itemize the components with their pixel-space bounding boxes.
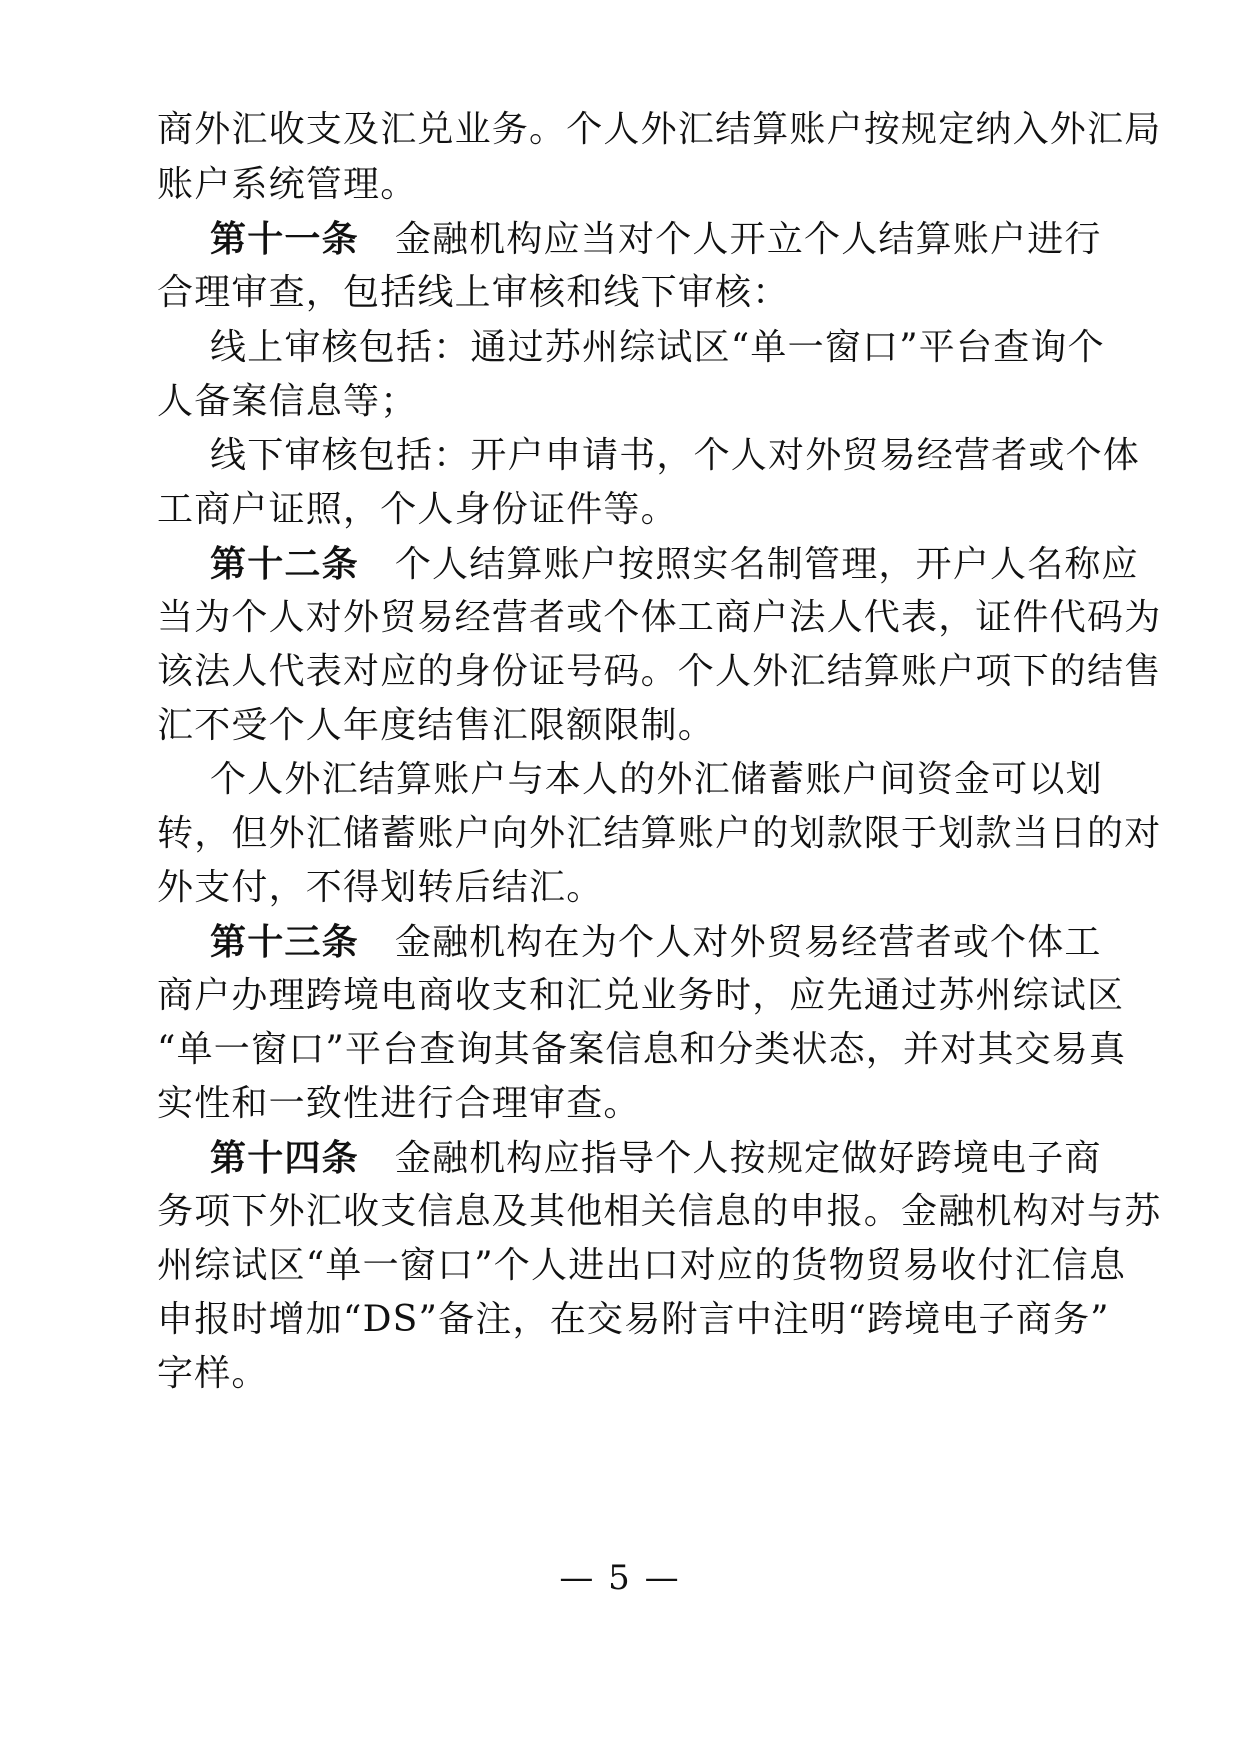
text-line [157, 1352, 269, 1396]
text-line [210, 758, 1103, 802]
line-text: 商户办理跨境电商收支和汇兑业务时，应先通过苏州综试区 [157, 975, 1125, 1016]
text-line [157, 812, 1161, 856]
text-line [157, 163, 417, 207]
text-line [157, 108, 1161, 152]
text-line [157, 271, 789, 315]
line-text: 实性和一致性进行合理审查。 [157, 1083, 641, 1124]
line-text: 外支付，不得划转后结汇。 [157, 867, 604, 908]
line-text: 账户系统管理。 [157, 164, 418, 205]
line-text: 个人结算账户按照实名制管理，开户人名称应 [394, 544, 1139, 585]
article-line [210, 920, 1102, 965]
text-line [157, 1082, 641, 1126]
page-number: — 5 — [559, 1558, 681, 1598]
text-line [157, 1298, 1110, 1342]
line-text: 州综试区“单一窗口”个人进出口对应的货物贸易收付汇信息 [157, 1245, 1127, 1286]
line-text: 金融机构在为个人对外贸易经营者或个体工 [394, 922, 1102, 963]
article-line [210, 542, 1139, 587]
text-line [210, 434, 1140, 478]
text-line [157, 1028, 1126, 1072]
line-text: 金融机构应当对个人开立个人结算账户进行 [394, 219, 1102, 260]
line-text: 当为个人对外贸易经营者或个体工商户法人代表，证件代码为 [157, 597, 1162, 638]
line-text: 申报时增加“DS”备注，在交易附言中注明“跨境电子商务” [157, 1299, 1110, 1340]
line-text: 金融机构应指导个人按规定做好跨境电子商 [394, 1138, 1102, 1179]
line-text: 线下审核包括：开户申请书，个人对外贸易经营者或个体 [210, 435, 1141, 476]
text-line [157, 380, 417, 424]
article-line [210, 1136, 1102, 1181]
article-heading: 第十三条 [210, 921, 359, 963]
text-line [157, 866, 603, 910]
article-heading: 第十二条 [210, 543, 359, 585]
article-heading: 第十一条 [210, 218, 359, 260]
line-text: 合理审查，包括线上审核和线下审核： [157, 272, 790, 313]
line-text: 字样。 [157, 1353, 269, 1394]
line-text: “单一窗口”平台查询其备案信息和分类状态，并对其交易真 [157, 1029, 1127, 1070]
text-line [157, 596, 1161, 640]
line-text: 人备案信息等； [157, 381, 418, 422]
text-line [157, 488, 678, 532]
text-line [157, 1190, 1161, 1234]
text-line [157, 974, 1124, 1018]
article-heading: 第十四条 [210, 1137, 359, 1179]
line-text: 转，但外汇储蓄账户向外汇结算账户的划款限于划款当日的对 [157, 813, 1162, 854]
line-text: 工商户证照，个人身份证件等。 [157, 489, 678, 530]
line-text: 个人外汇结算账户与本人的外汇储蓄账户间资金可以划 [210, 759, 1103, 800]
line-text: 汇不受个人年度结售汇限额限制。 [157, 705, 716, 746]
text-line [210, 326, 1105, 370]
text-line [157, 1244, 1126, 1288]
line-text: 该法人代表对应的身份证号码。个人外汇结算账户项下的结售 [157, 651, 1162, 692]
line-text: 务项下外汇收支信息及其他相关信息的申报。金融机构对与苏 [157, 1191, 1162, 1232]
line-text: 商外汇收支及汇兑业务。个人外汇结算账户按规定纳入外汇局 [157, 109, 1162, 150]
line-text: 线上审核包括：通过苏州综试区“单一窗口”平台查询个 [210, 327, 1105, 368]
text-line [157, 650, 1161, 694]
article-line [210, 217, 1102, 262]
text-line [157, 704, 715, 748]
